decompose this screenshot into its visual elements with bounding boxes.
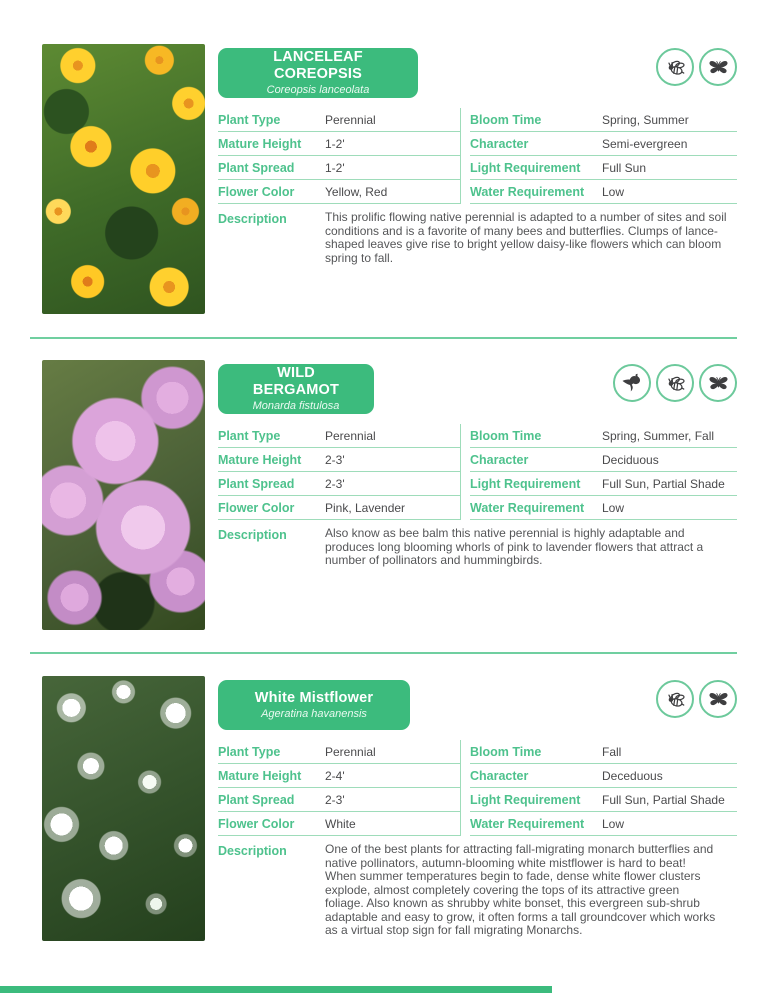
attribute-row: [470, 424, 737, 448]
description-label: Description: [218, 528, 287, 542]
description-row: [218, 843, 737, 938]
bee-icon: [656, 48, 694, 86]
plant-photo: [42, 676, 205, 941]
butterfly-icon: [699, 680, 737, 718]
attribute-label: Plant Spread: [218, 160, 295, 175]
attribute-row: [218, 132, 460, 156]
attribute-row: [218, 788, 460, 812]
attribute-value: Full Sun, Partial Shade: [602, 476, 725, 491]
attribute-row: [218, 424, 460, 448]
section-divider: [30, 652, 737, 654]
bee-icon: [656, 680, 694, 718]
plant-name-banner: [218, 680, 410, 730]
attribute-column-left: [218, 740, 460, 836]
plant-card-content: [218, 44, 737, 265]
attribute-row: [218, 448, 460, 472]
plant-card-content: [218, 676, 737, 938]
attribute-label: Mature Height: [218, 452, 302, 467]
attribute-label: Bloom Time: [470, 112, 542, 127]
attribute-row: [218, 764, 460, 788]
attribute-column-right: [460, 740, 737, 836]
attribute-row: [470, 108, 737, 132]
plant-scientific-name: Coreopsis lanceolata: [266, 84, 370, 96]
bee-icon: [656, 364, 694, 402]
description-text: Also know as bee balm this native perennial is highly adaptable and produces long blooming whorls of pink to lavender flowers that attract a number of pollinators and hummingbirds.: [325, 526, 704, 567]
section-divider: [30, 337, 737, 339]
attribute-row: [470, 180, 737, 204]
attribute-column-left: [218, 424, 460, 520]
attribute-row: [470, 448, 737, 472]
plant-name: White Mistflower: [254, 689, 374, 706]
plant-name: LANCELEAF COREOPSIS: [273, 49, 363, 82]
attribute-label: Light Requirement: [470, 476, 581, 491]
attribute-label: Mature Height: [218, 136, 302, 151]
attribute-row: [470, 472, 737, 496]
attribute-row: [218, 740, 460, 764]
attribute-label: Plant Type: [218, 744, 281, 759]
attribute-label: Plant Spread: [218, 476, 295, 491]
attribute-value: 1-2': [325, 160, 345, 175]
attribute-value: Low: [602, 500, 625, 515]
attribute-table: [218, 740, 737, 836]
attribute-row: [470, 812, 737, 836]
hummingbird-icon: [613, 364, 651, 402]
attribute-column-right: [460, 108, 737, 204]
plant-name-banner: [218, 48, 418, 98]
description-label: Description: [218, 212, 287, 226]
attribute-label: Water Requirement: [470, 500, 585, 515]
attribute-value: Full Sun: [602, 160, 647, 175]
description-text: One of the best plants for attracting fall-migrating monarch butterflies and native pollinators, autumn-blooming white mistflower is hard to beat! When summer temperatures begin to fade, dense white flower clusters explode, almost completely covering the tops of its attractive green foliage. Also known as shrubby white bonset, this evergreen sub-shrub adaptable and easy to grow, it often forms a tall groundcover which works as a virtual stop sign for fall migrating Monarchs.: [325, 842, 716, 937]
attribute-row: [218, 156, 460, 180]
attribute-value: Spring, Summer, Fall: [602, 428, 715, 443]
plant-card: [42, 44, 737, 265]
attribute-value: Low: [602, 816, 625, 831]
attribute-label: Water Requirement: [470, 184, 585, 199]
attribute-label: Water Requirement: [470, 816, 585, 831]
attribute-row: [470, 740, 737, 764]
pollinator-icons: [656, 680, 737, 718]
attribute-label: Plant Type: [218, 428, 281, 443]
attribute-value: Yellow, Red: [325, 184, 388, 199]
attribute-value: Deciduous: [602, 452, 659, 467]
attribute-row: [470, 132, 737, 156]
plant-card: [42, 676, 737, 938]
attribute-label: Flower Color: [218, 500, 295, 515]
attribute-label: Plant Type: [218, 112, 281, 127]
attribute-label: Flower Color: [218, 816, 295, 831]
plant-scientific-name: Monarda fistulosa: [252, 400, 340, 412]
attribute-row: [470, 496, 737, 520]
butterfly-icon: [699, 364, 737, 402]
attribute-value: Full Sun, Partial Shade: [602, 792, 725, 807]
attribute-label: Character: [470, 768, 529, 783]
attribute-value: White: [325, 816, 356, 831]
attribute-row: [470, 156, 737, 180]
plant-name: WILD BERGAMOT: [252, 365, 340, 398]
description-row: [218, 211, 737, 265]
attribute-row: [470, 764, 737, 788]
attribute-label: Character: [470, 452, 529, 467]
plant-photo: [42, 360, 205, 630]
attribute-value: Low: [602, 184, 625, 199]
attribute-label: Character: [470, 136, 529, 151]
plant-card-content: [218, 360, 737, 568]
attribute-column-left: [218, 108, 460, 204]
plant-name-banner: [218, 364, 374, 414]
attribute-column-right: [460, 424, 737, 520]
bottom-accent-bar: [0, 986, 552, 993]
attribute-value: 2-3': [325, 792, 345, 807]
attribute-label: Plant Spread: [218, 792, 295, 807]
description-label: Description: [218, 844, 287, 858]
attribute-label: Light Requirement: [470, 160, 581, 175]
plant-scientific-name: Ageratina havanensis: [261, 707, 367, 720]
butterfly-icon: [699, 48, 737, 86]
attribute-row: [218, 108, 460, 132]
attribute-value: Fall: [602, 744, 622, 759]
attribute-row: [470, 788, 737, 812]
attribute-value: Perennial: [325, 744, 376, 759]
attribute-value: 2-3': [325, 476, 345, 491]
pollinator-icons: [613, 364, 737, 402]
attribute-value: Pink, Lavender: [325, 500, 406, 515]
attribute-label: Light Requirement: [470, 792, 581, 807]
plant-card: [42, 360, 737, 568]
attribute-row: [218, 180, 460, 204]
attribute-value: Spring, Summer: [602, 112, 689, 127]
attribute-value: 1-2': [325, 136, 345, 151]
plant-photo: [42, 44, 205, 314]
description-row: [218, 527, 737, 568]
attribute-value: 2-3': [325, 452, 345, 467]
attribute-table: [218, 108, 737, 204]
attribute-label: Bloom Time: [470, 428, 542, 443]
attribute-row: [218, 812, 460, 836]
attribute-value: Perennial: [325, 112, 376, 127]
attribute-value: Deceduous: [602, 768, 663, 783]
attribute-label: Mature Height: [218, 768, 302, 783]
description-text: This prolific flowing native perennial is adapted to a number of sites and soil conditions and is a favorite of many bees and butterflies. Clumps of lance-shaped leaves give rise to bright yellow daisy-like flowers which can bloom spring to fall.: [325, 210, 727, 265]
attribute-row: [218, 472, 460, 496]
attribute-value: Semi-evergreen: [602, 136, 688, 151]
attribute-value: 2-4': [325, 768, 345, 783]
pollinator-icons: [656, 48, 737, 86]
attribute-row: [218, 496, 460, 520]
attribute-value: Perennial: [325, 428, 376, 443]
attribute-label: Bloom Time: [470, 744, 542, 759]
attribute-table: [218, 424, 737, 520]
attribute-label: Flower Color: [218, 184, 295, 199]
